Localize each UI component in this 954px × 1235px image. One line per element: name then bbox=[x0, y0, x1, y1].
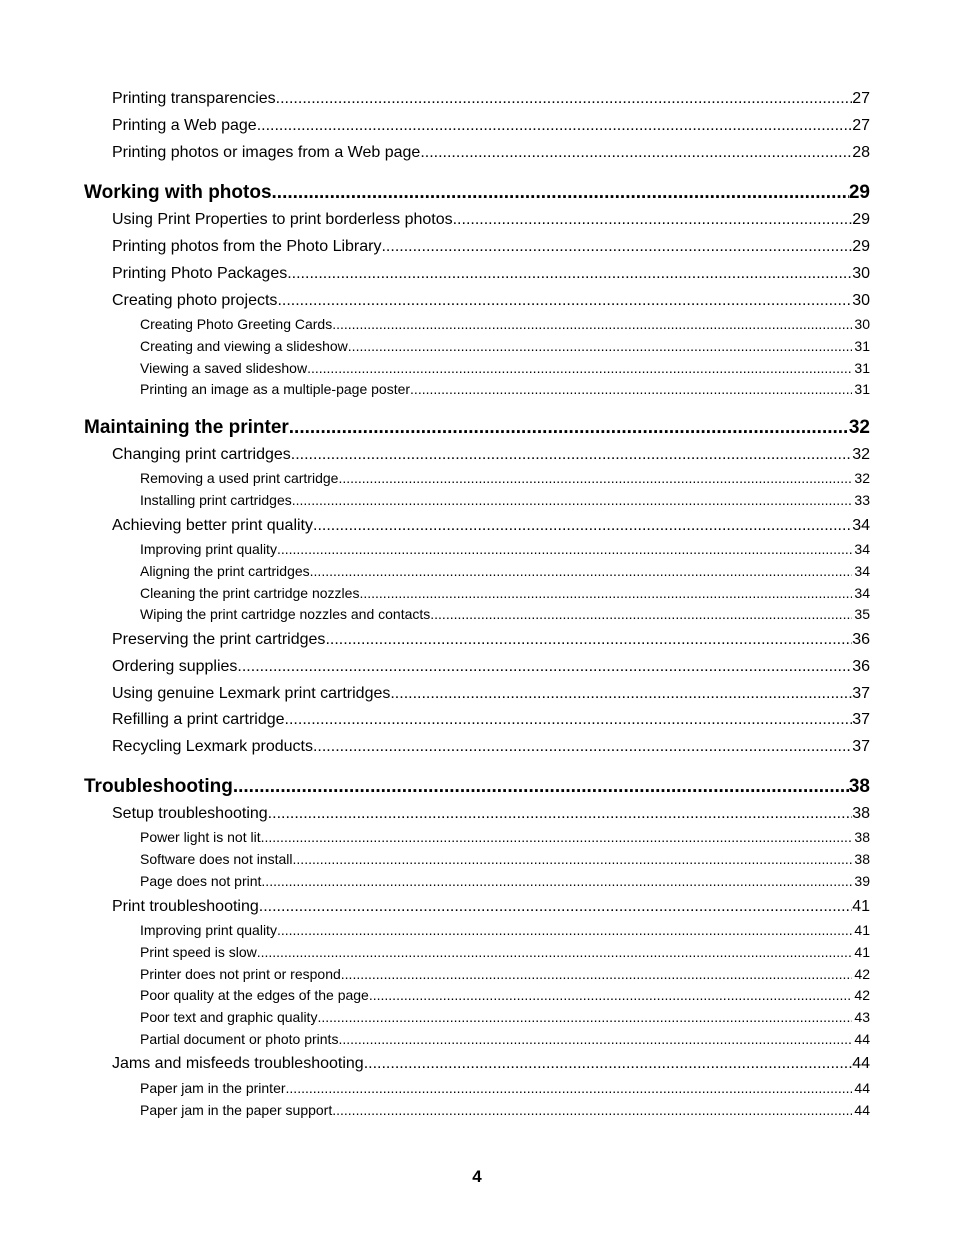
toc-entry-title: Printing a Web page bbox=[112, 117, 257, 134]
toc-entry-page: 38 bbox=[848, 776, 870, 797]
toc-dot-leader bbox=[430, 606, 852, 622]
toc-entry-page: 39 bbox=[854, 873, 870, 889]
toc-dot-leader bbox=[257, 117, 853, 135]
toc-entry-page: 37 bbox=[852, 738, 870, 755]
toc-entry-title: Working with photos bbox=[84, 182, 272, 203]
toc-entry-page: 29 bbox=[848, 182, 870, 203]
toc-dot-leader bbox=[277, 541, 852, 557]
toc-entry-page: 36 bbox=[852, 631, 870, 648]
toc-entry-title: Printing Photo Packages bbox=[112, 265, 288, 282]
toc-entry[interactable] bbox=[140, 606, 870, 622]
toc-entry-title: Page does not print bbox=[140, 873, 262, 889]
toc-entry-title: Jams and misfeeds troubleshooting bbox=[112, 1055, 364, 1072]
toc-entry-page: 34 bbox=[854, 585, 870, 601]
toc-entry-title: Power light is not lit bbox=[140, 829, 261, 845]
toc-entry-page: 31 bbox=[854, 360, 870, 376]
toc-entry-page: 27 bbox=[852, 90, 870, 107]
toc-entry-page: 34 bbox=[854, 541, 870, 557]
toc-entry-page: 34 bbox=[854, 563, 870, 579]
toc-entry-page: 38 bbox=[854, 851, 870, 867]
toc-entry-title: Creating Photo Greeting Cards bbox=[140, 316, 333, 332]
toc-dot-leader bbox=[307, 360, 852, 376]
toc-entry-page: 32 bbox=[848, 417, 870, 438]
toc-entry-title: Improving print quality bbox=[140, 922, 277, 938]
toc-entry-title: Printing transparencies bbox=[112, 90, 276, 107]
toc-entry-page: 30 bbox=[852, 292, 870, 309]
toc-entry-page: 41 bbox=[852, 898, 870, 915]
toc-dot-leader bbox=[286, 1080, 853, 1096]
page-number: 4 bbox=[472, 1167, 482, 1186]
toc-dot-leader bbox=[277, 922, 852, 938]
toc-entry[interactable] bbox=[112, 658, 870, 676]
toc-entry-title: Printing an image as a multiple-page poster bbox=[140, 381, 411, 397]
toc-entry-page: 43 bbox=[854, 1009, 870, 1025]
toc-dot-leader bbox=[277, 292, 852, 310]
toc-entry[interactable] bbox=[140, 360, 870, 376]
toc-chapter-entry[interactable] bbox=[84, 776, 870, 798]
toc-entry-title: Print troubleshooting bbox=[112, 898, 259, 915]
toc-dot-leader bbox=[310, 563, 853, 579]
toc-dot-leader bbox=[410, 381, 852, 397]
toc-entry-title: Paper jam in the paper support bbox=[140, 1102, 333, 1118]
toc-entry-page: 28 bbox=[852, 144, 870, 161]
toc-entry[interactable] bbox=[140, 470, 870, 486]
toc-entry[interactable] bbox=[140, 987, 870, 1003]
toc-entry[interactable] bbox=[140, 541, 870, 557]
toc-dot-leader bbox=[381, 238, 852, 256]
toc-entry-title: Setup troubleshooting bbox=[112, 805, 268, 822]
toc-entry[interactable] bbox=[140, 922, 870, 938]
toc-entry[interactable] bbox=[140, 829, 870, 845]
toc-entry-page: 44 bbox=[852, 1055, 870, 1072]
toc-entry-page: 29 bbox=[852, 211, 870, 228]
toc-entry-title: Paper jam in the printer bbox=[140, 1080, 286, 1096]
toc-dot-leader bbox=[259, 898, 852, 916]
toc-dot-leader bbox=[285, 711, 853, 729]
toc-entry-page: 44 bbox=[854, 1102, 870, 1118]
toc-dot-leader bbox=[289, 417, 849, 439]
toc-entry-title: Maintaining the printer bbox=[84, 417, 289, 438]
toc-entry-title: Improving print quality bbox=[140, 541, 277, 557]
toc-entry-title: Using Print Properties to print borderless photos bbox=[112, 211, 453, 228]
toc-entry[interactable] bbox=[112, 805, 870, 823]
toc-entry-title: Removing a used print cartridge bbox=[140, 470, 339, 486]
toc-entry-page: 34 bbox=[852, 517, 870, 534]
toc-entry-page: 30 bbox=[854, 316, 870, 332]
toc-entry-page: 42 bbox=[854, 987, 870, 1003]
toc-entry-title: Partial document or photo prints bbox=[140, 1031, 339, 1047]
toc-entry-title: Poor text and graphic quality bbox=[140, 1009, 318, 1025]
toc-entry-title: Viewing a saved slideshow bbox=[140, 360, 308, 376]
toc-entry-page: 32 bbox=[852, 446, 870, 463]
toc-entry[interactable] bbox=[140, 944, 870, 960]
toc-dot-leader bbox=[420, 144, 852, 162]
toc-entry[interactable] bbox=[140, 585, 870, 601]
toc-entry-page: 32 bbox=[854, 470, 870, 486]
toc-dot-leader bbox=[261, 873, 852, 889]
toc-entry-title: Recycling Lexmark products bbox=[112, 738, 313, 755]
toc-entry-page: 41 bbox=[854, 944, 870, 960]
toc-entry[interactable] bbox=[140, 873, 870, 889]
toc-entry[interactable] bbox=[112, 90, 870, 108]
toc-entry-page: 29 bbox=[852, 238, 870, 255]
toc-entry[interactable] bbox=[140, 1009, 870, 1025]
toc-dot-leader bbox=[348, 338, 853, 354]
toc-entry-title: Poor quality at the edges of the page bbox=[140, 987, 369, 1003]
toc-dot-leader bbox=[291, 446, 852, 464]
toc-entry-title: Ordering supplies bbox=[112, 658, 238, 675]
toc-entry[interactable] bbox=[140, 381, 870, 397]
toc-entry[interactable] bbox=[140, 1031, 870, 1047]
toc-dot-leader bbox=[332, 316, 852, 332]
toc-entry-page: 37 bbox=[852, 685, 870, 702]
toc-entry-title: Printing photos or images from a Web page bbox=[112, 144, 421, 161]
toc-dot-leader bbox=[257, 944, 853, 960]
toc-dot-leader bbox=[359, 585, 852, 601]
toc-dot-leader bbox=[317, 1009, 852, 1025]
toc-entry[interactable] bbox=[140, 1102, 870, 1118]
toc-dot-leader bbox=[364, 1055, 853, 1073]
toc-dot-leader bbox=[390, 685, 852, 703]
toc-entry-page: 33 bbox=[854, 492, 870, 508]
toc-entry-title: Refilling a print cartridge bbox=[112, 711, 285, 728]
toc-entry[interactable] bbox=[112, 685, 870, 703]
toc-entry-page: 30 bbox=[852, 265, 870, 282]
toc-entry[interactable] bbox=[112, 292, 870, 310]
toc-dot-leader bbox=[272, 182, 849, 204]
toc-entry[interactable] bbox=[140, 316, 870, 332]
toc-entry-title: Aligning the print cartridges bbox=[140, 563, 310, 579]
toc-entry-title: Printer does not print or respond bbox=[140, 966, 341, 982]
toc-dot-leader bbox=[237, 658, 852, 676]
toc-dot-leader bbox=[453, 211, 853, 229]
toc-dot-leader bbox=[338, 470, 852, 486]
toc-entry-page: 42 bbox=[854, 966, 870, 982]
toc-dot-leader bbox=[287, 265, 852, 283]
toc-dot-leader bbox=[261, 829, 853, 845]
toc-entry[interactable] bbox=[112, 211, 870, 229]
toc-entry[interactable] bbox=[112, 631, 870, 649]
toc-chapter-entry[interactable] bbox=[84, 182, 870, 204]
toc-entry[interactable] bbox=[112, 117, 870, 135]
toc-entry-page: 31 bbox=[854, 338, 870, 354]
toc-dot-leader bbox=[293, 851, 853, 867]
toc-dot-leader bbox=[276, 90, 853, 108]
toc-dot-leader bbox=[338, 1031, 852, 1047]
toc-entry-title: Print speed is slow bbox=[140, 944, 257, 960]
toc-dot-leader bbox=[313, 738, 852, 756]
toc-entry-title: Software does not install bbox=[140, 851, 293, 867]
toc-entry-page: 35 bbox=[854, 606, 870, 622]
toc-entry[interactable] bbox=[112, 1055, 870, 1073]
toc-dot-leader bbox=[292, 492, 853, 508]
toc-entry-page: 38 bbox=[852, 805, 870, 822]
toc-entry[interactable] bbox=[112, 738, 870, 756]
toc-dot-leader bbox=[233, 776, 849, 798]
toc-dot-leader bbox=[268, 805, 853, 823]
toc-entry-title: Creating photo projects bbox=[112, 292, 278, 309]
toc-entry-page: 41 bbox=[854, 922, 870, 938]
toc-entry[interactable] bbox=[140, 851, 870, 867]
toc-entry-title: Changing print cartridges bbox=[112, 446, 291, 463]
toc-entry[interactable] bbox=[112, 265, 870, 283]
toc-dot-leader bbox=[325, 631, 852, 649]
toc-entry[interactable] bbox=[112, 238, 870, 256]
toc-entry-page: 36 bbox=[852, 658, 870, 675]
toc-entry[interactable] bbox=[140, 338, 870, 354]
toc-entry-title: Wiping the print cartridge nozzles and contacts bbox=[140, 606, 431, 622]
toc-entry[interactable] bbox=[112, 711, 870, 729]
toc-entry-title: Printing photos from the Photo Library bbox=[112, 238, 382, 255]
toc-entry-page: 31 bbox=[854, 381, 870, 397]
toc-entry[interactable] bbox=[112, 898, 870, 916]
toc-entry-title: Troubleshooting bbox=[84, 776, 233, 797]
toc-entry-title: Using genuine Lexmark print cartridges bbox=[112, 685, 391, 702]
toc-entry-page: 27 bbox=[852, 117, 870, 134]
toc-entry-page: 37 bbox=[852, 711, 870, 728]
toc-dot-leader bbox=[332, 1102, 852, 1118]
toc-dot-leader bbox=[313, 517, 852, 535]
toc-dot-leader bbox=[369, 987, 853, 1003]
toc-entry-title: Creating and viewing a slideshow bbox=[140, 338, 348, 354]
toc-entry[interactable] bbox=[140, 492, 870, 508]
toc-entry[interactable] bbox=[112, 446, 870, 464]
toc-entry-page: 38 bbox=[854, 829, 870, 845]
toc-entry[interactable] bbox=[140, 1080, 870, 1096]
toc-dot-leader bbox=[341, 966, 853, 982]
toc-chapter-entry[interactable] bbox=[84, 417, 870, 439]
toc-entry-title: Cleaning the print cartridge nozzles bbox=[140, 585, 360, 601]
toc-entry[interactable] bbox=[112, 144, 870, 162]
toc-entry-page: 44 bbox=[854, 1031, 870, 1047]
toc-entry-title: Preserving the print cartridges bbox=[112, 631, 326, 648]
toc-entry-title: Achieving better print quality bbox=[112, 517, 313, 534]
toc-entry-title: Installing print cartridges bbox=[140, 492, 292, 508]
toc-entry[interactable] bbox=[112, 517, 870, 535]
toc-entry[interactable] bbox=[140, 563, 870, 579]
toc-entry[interactable] bbox=[140, 966, 870, 982]
toc-entry-page: 44 bbox=[854, 1080, 870, 1096]
